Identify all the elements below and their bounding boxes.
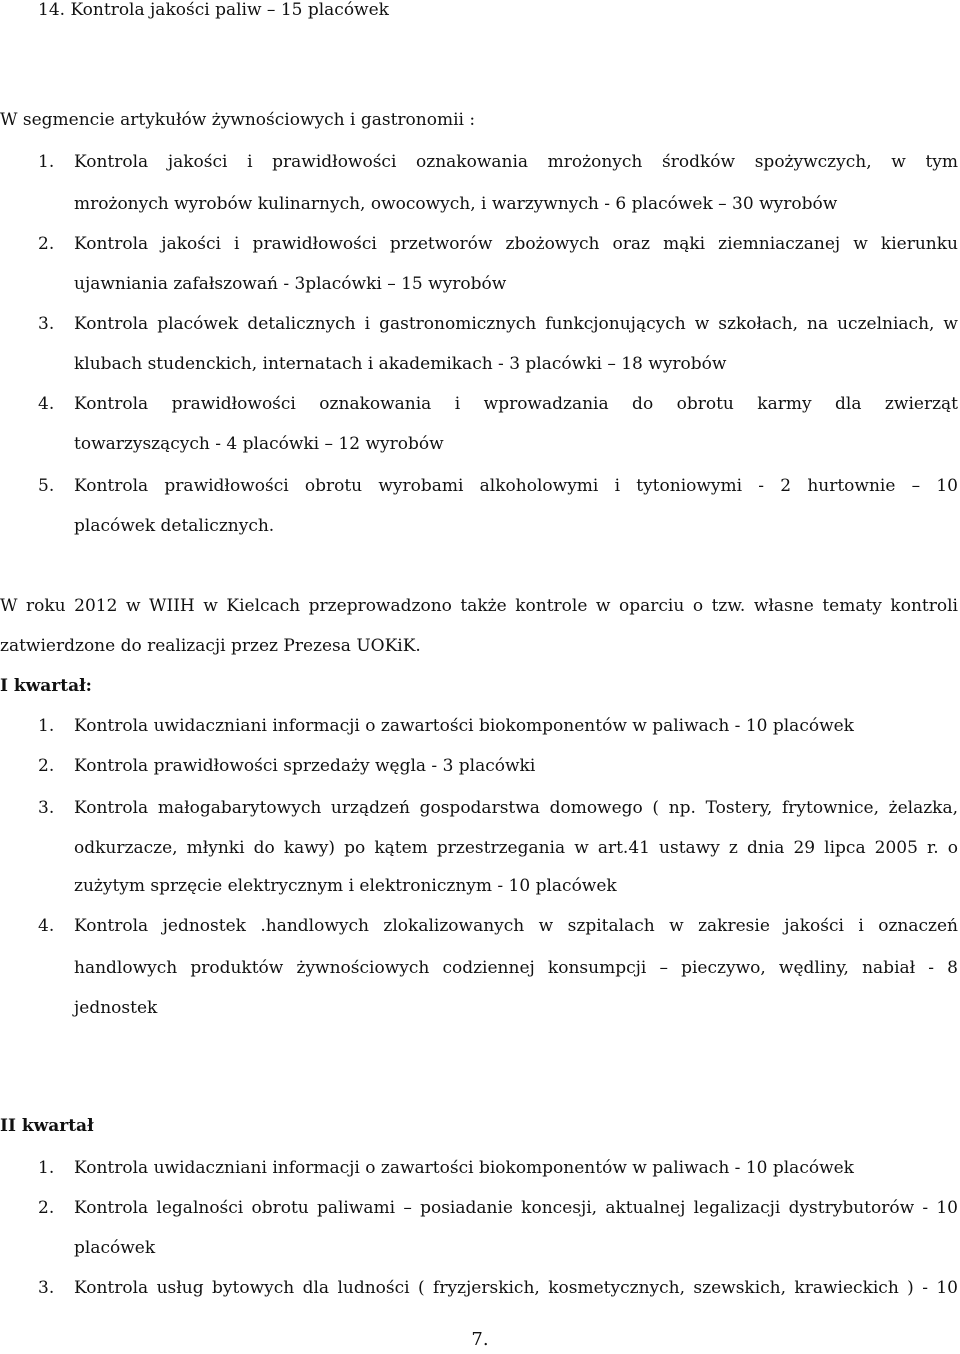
list-item-line: handlowych produktów żywnościowych codziennej konsumpcji – pieczywo, wędliny, nabiał - 8 <box>74 958 958 978</box>
list-number: 5. <box>38 476 55 496</box>
list-item-line: klubach studenckich, internatach i akademikach - 3 placówki – 18 wyrobów <box>74 354 727 374</box>
list-item-line: Kontrola prawidłowości sprzedaży węgla - 3 placówki <box>74 756 536 776</box>
list-item-line: Kontrola prawidłowości oznakowania i wprowadzania do obrotu karmy dla zwierząt <box>74 394 958 414</box>
list-item-line: mrożonych wyrobów kulinarnych, owocowych, i warzywnych - 6 placówek – 30 wyrobów <box>74 194 838 214</box>
list-item-line: jednostek <box>74 998 158 1018</box>
list-number: 3. <box>38 1278 55 1298</box>
list-number: 1. <box>38 716 55 736</box>
list-item-line: Kontrola uwidaczniani informacji o zawartości biokomponentów w paliwach - 10 placówek <box>74 716 854 736</box>
list-item-line: Kontrola prawidłowości obrotu wyrobami alkoholowymi i tytoniowymi - 2 hurtownie – 10 <box>74 476 958 496</box>
list-item-line: Kontrola jednostek .handlowych zlokalizowanych w szpitalach w zakresie jakości i oznaczeń <box>74 916 958 936</box>
list-number: 3. <box>38 798 55 818</box>
paragraph-line: zatwierdzone do realizacji przez Prezesa UOKiK. <box>0 636 421 656</box>
list-item-line: Kontrola usług bytowych dla ludności ( fryzjerskich, kosmetycznych, szewskich, krawieckich ) - 10 <box>74 1278 958 1298</box>
list-item-line: Kontrola jakości i prawidłowości oznakowania mrożonych środków spożywczych, w tym <box>74 152 958 172</box>
list-item-line: odkurzacze, młynki do kawy) po kątem przestrzegania w art.41 ustawy z dnia 29 lipca 2005 r. o <box>74 838 958 858</box>
list-number: 2. <box>38 234 55 254</box>
segment-intro: W segmencie artykułów żywnościowych i gastronomii : <box>0 110 476 130</box>
list-item-line: Kontrola jakości i prawidłowości przetworów zbożowych oraz mąki ziemniaczanej w kierunku <box>74 234 958 254</box>
list-item-line: Kontrola placówek detalicznych i gastronomicznych funkcjonujących w szkołach, na uczelniach, w <box>74 314 958 334</box>
list-number: 2. <box>38 1198 55 1218</box>
list-number: 4. <box>38 916 55 936</box>
list-item-line: Kontrola legalności obrotu paliwami – posiadanie koncesji, aktualnej legalizacji dystrybutorów - 10 <box>74 1198 958 1218</box>
list-item-line: towarzyszących - 4 placówki – 12 wyrobów <box>74 434 444 454</box>
section-heading-q1: I kwartał: <box>0 676 92 696</box>
page-number: 7. <box>471 1329 489 1350</box>
list-item-line: ujawniania zafałszowań - 3placówki – 15 wyrobów <box>74 274 507 294</box>
list-item-line: Kontrola małogabarytowych urządzeń gospodarstwa domowego ( np. Tostery, frytownice, żelazka, <box>74 798 958 818</box>
list-number: 4. <box>38 394 55 414</box>
list-number: 3. <box>38 314 55 334</box>
list-item-14: 14. Kontrola jakości paliw – 15 placówek <box>38 0 389 20</box>
paragraph-line: W roku 2012 w WIIH w Kielcach przeprowadzono także kontrole w oparciu o tzw. własne tematy kontroli <box>0 596 958 616</box>
list-item-line: Kontrola uwidaczniani informacji o zawartości biokomponentów w paliwach - 10 placówek <box>74 1158 854 1178</box>
list-item-line: zużytym sprzęcie elektrycznym i elektronicznym - 10 placówek <box>74 876 617 896</box>
list-item-line: placówek <box>74 1238 156 1258</box>
list-number: 1. <box>38 1158 55 1178</box>
list-number: 1. <box>38 152 55 172</box>
list-item-line: placówek detalicznych. <box>74 516 275 536</box>
section-heading-q2: II kwartał <box>0 1116 94 1136</box>
list-number: 2. <box>38 756 55 776</box>
